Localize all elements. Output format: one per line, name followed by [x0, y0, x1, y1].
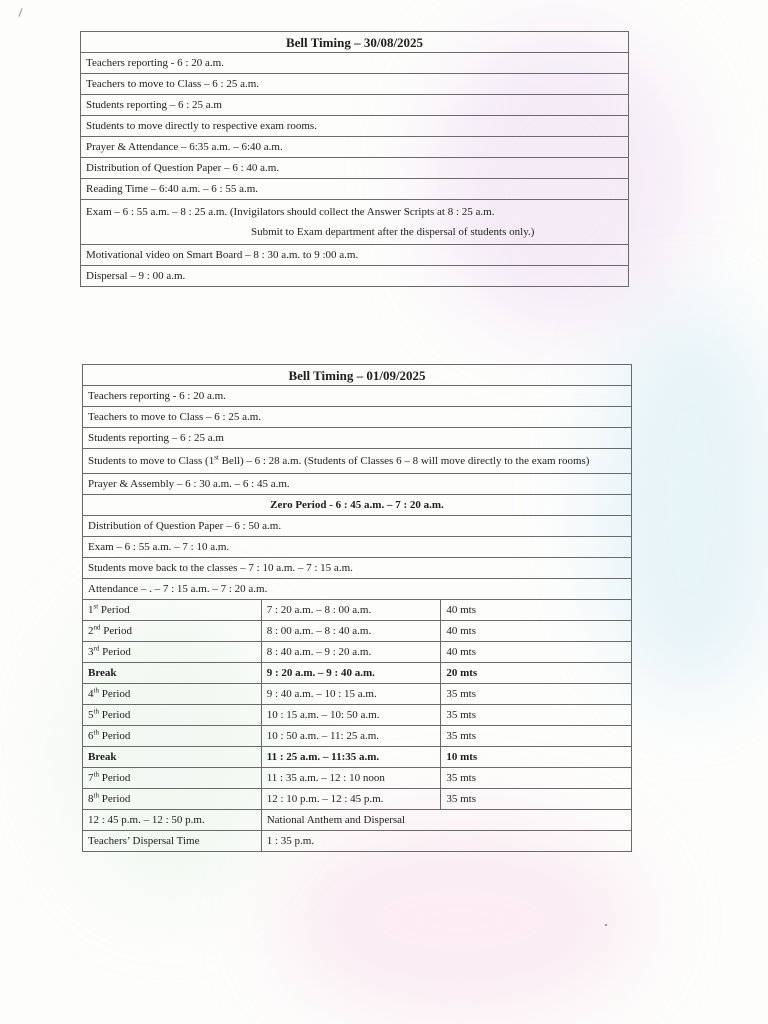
period-row [83, 789, 632, 810]
schedule-row-exam [81, 200, 629, 245]
schedule-row-move [83, 449, 632, 474]
period-number: 7 [88, 771, 94, 784]
period-ordinal: nd [93, 622, 101, 631]
period-time: 10 : 50 a.m. – 11: 25 a.m. [261, 726, 441, 747]
period-row [83, 768, 632, 789]
period-row [83, 705, 632, 726]
schedule-row: Reading Time – 6:40 a.m. – 6 : 55 a.m. [81, 179, 629, 200]
period-label: Period [98, 603, 130, 616]
period-duration: 35 mts [441, 789, 632, 810]
period-row [83, 684, 632, 705]
period-time: 7 : 20 a.m. – 8 : 00 a.m. [261, 600, 441, 621]
schedule-row: Students reporting – 6 : 25 a.m [81, 95, 629, 116]
schedule-row: Students reporting – 6 : 25 a.m [83, 428, 632, 449]
period-name [83, 684, 262, 705]
period-name [83, 705, 262, 726]
period-name [83, 621, 262, 642]
bell-timing-table-1 [80, 31, 629, 287]
period-label: Period [98, 708, 131, 721]
anthem-time: 12 : 45 p.m. – 12 : 50 p.m. [83, 810, 262, 831]
period-time: 12 : 10 p.m. – 12 : 45 p.m. [261, 789, 441, 810]
teachers-dispersal-label: Teachers’ Dispersal Time [83, 831, 262, 852]
period-time: 11 : 25 a.m. – 11:35 a.m. [261, 747, 441, 768]
period-duration: 10 mts [441, 747, 632, 768]
period-duration: 35 mts [441, 705, 632, 726]
period-duration: 40 mts [441, 600, 632, 621]
zero-period-row: Zero Period - 6 : 45 a.m. – 7 : 20 a.m. [83, 495, 632, 516]
period-duration: 20 mts [441, 663, 632, 684]
teachers-dispersal-time: 1 : 35 p.m. [261, 831, 631, 852]
schedule-row: Dispersal – 9 : 00 a.m. [81, 266, 629, 287]
period-time: 9 : 20 a.m. – 9 : 40 a.m. [261, 663, 441, 684]
period-name [83, 600, 262, 621]
period-number: 3 [88, 645, 94, 658]
period-ordinal: th [93, 790, 99, 799]
period-time: 8 : 40 a.m. – 9 : 20 a.m. [261, 642, 441, 663]
period-duration: 40 mts [441, 621, 632, 642]
period-number: 1 [88, 603, 94, 616]
schedule-row: Exam – 6 : 55 a.m. – 7 : 10 a.m. [83, 537, 632, 558]
period-name [83, 747, 262, 768]
period-name [83, 642, 262, 663]
period-ordinal: th [93, 769, 99, 778]
schedule-row: Attendance – . – 7 : 15 a.m. – 7 : 20 a.m. [83, 579, 632, 600]
period-number: 2 [88, 624, 94, 637]
schedule-row: Distribution of Question Paper – 6 : 50 a.m. [83, 516, 632, 537]
exam-line-1: Exam – 6 : 55 a.m. – 8 : 25 a.m. (Invigilators should collect the Answer Scripts at 8 : 25 a.m. [86, 206, 495, 218]
period-duration: 35 mts [441, 726, 632, 747]
schedule-row: Motivational video on Smart Board – 8 : 30 a.m. to 9 :00 a.m. [81, 245, 629, 266]
period-duration: 40 mts [441, 642, 632, 663]
period-label: Period [98, 687, 131, 700]
period-name [83, 789, 262, 810]
period-row [83, 600, 632, 621]
period-label: Period [98, 792, 131, 805]
period-row [83, 726, 632, 747]
period-duration: 35 mts [441, 684, 632, 705]
move-text-pre: Students to move to Class (1 [88, 455, 215, 467]
period-ordinal: th [93, 685, 99, 694]
period-time: 10 : 15 a.m. – 10: 50 a.m. [261, 705, 441, 726]
schedule-row: Teachers reporting - 6 : 20 a.m. [83, 386, 632, 407]
period-row [83, 747, 632, 768]
period-number: 8 [88, 792, 94, 805]
schedule-row: Distribution of Question Paper – 6 : 40 a.m. [81, 158, 629, 179]
period-name [83, 768, 262, 789]
table-title: Bell Timing – 01/09/2025 [83, 365, 632, 386]
period-label: Period [100, 624, 132, 637]
period-ordinal: st [93, 601, 99, 610]
period-name [83, 663, 262, 684]
schedule-row: Teachers to move to Class – 6 : 25 a.m. [83, 407, 632, 428]
period-ordinal: rd [93, 643, 100, 652]
period-number: 6 [88, 729, 94, 742]
period-row [83, 663, 632, 684]
schedule-row: Prayer & Attendance – 6:35 a.m. – 6:40 a.m. [81, 137, 629, 158]
period-number: Break [88, 666, 117, 679]
anthem-label: National Anthem and Dispersal [261, 810, 631, 831]
period-ordinal: th [93, 706, 99, 715]
period-row [83, 621, 632, 642]
period-number: 4 [88, 687, 94, 700]
period-number: 5 [88, 708, 94, 721]
period-duration: 35 mts [441, 768, 632, 789]
period-label: Period [98, 729, 131, 742]
period-number: Break [88, 750, 117, 763]
period-label: Period [99, 645, 131, 658]
period-time: 8 : 00 a.m. – 8 : 40 a.m. [261, 621, 441, 642]
move-text-sup: st [214, 453, 219, 462]
period-ordinal: th [93, 727, 99, 736]
exam-line-2: Submit to Exam department after the dispersal of students only.) [251, 226, 535, 238]
schedule-row: Teachers reporting - 6 : 20 a.m. [81, 53, 629, 74]
schedule-row: Teachers to move to Class – 6 : 25 a.m. [81, 74, 629, 95]
schedule-row: Prayer & Assembly – 6 : 30 a.m. – 6 : 45 a.m. [83, 474, 632, 495]
period-name [83, 726, 262, 747]
period-row [83, 642, 632, 663]
periods-body [83, 600, 632, 810]
period-time: 11 : 35 a.m. – 12 : 10 noon [261, 768, 441, 789]
period-label: Period [98, 771, 131, 784]
bell-timing-table-2 [82, 364, 632, 852]
period-time: 9 : 40 a.m. – 10 : 15 a.m. [261, 684, 441, 705]
schedule-row: Students to move directly to respective exam rooms. [81, 116, 629, 137]
schedule-row: Students move back to the classes – 7 : 10 a.m. – 7 : 15 a.m. [83, 558, 632, 579]
table-title: Bell Timing – 30/08/2025 [81, 32, 629, 53]
move-text-post: Bell) – 6 : 28 a.m. (Students of Classes 6 – 8 will move directly to the exam rooms) [218, 455, 590, 467]
